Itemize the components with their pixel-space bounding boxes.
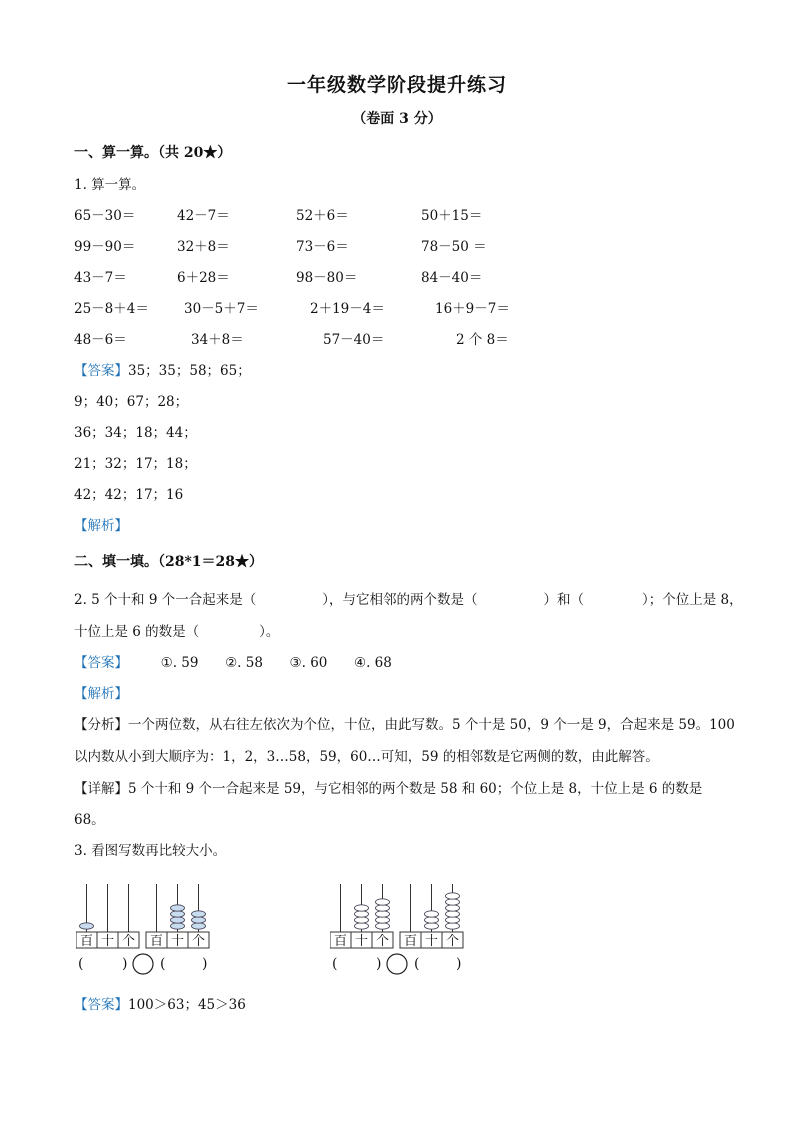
page-subtitle: （卷面 3 分）: [352, 111, 442, 127]
answer-blank-paren: ): [456, 956, 462, 972]
problem: 98－80＝: [296, 270, 358, 286]
abacus-bead: [446, 893, 460, 899]
problem: 25－8＋4＝: [74, 301, 149, 317]
q2-answer: [74, 651, 392, 671]
problem: 52＋6＝: [296, 208, 349, 224]
place-label: 个: [191, 934, 206, 949]
problem: 99－90＝: [74, 239, 136, 255]
answer-item: ①. 59: [160, 655, 199, 671]
section1-heading: 一、算一算。（共 20★）: [74, 145, 232, 161]
abacus-bead: [80, 923, 94, 929]
analysis-tag: 【解析】: [74, 686, 128, 702]
place-label: 十: [354, 934, 369, 949]
problem: 16＋9－7＝: [435, 301, 510, 317]
problem: 65－30＝: [74, 208, 136, 224]
abacus-bead: [355, 911, 369, 917]
problem: 43－7＝: [74, 270, 127, 286]
abacus-bead: [355, 923, 369, 929]
abacus-svg: [330, 880, 470, 975]
answer-blank-paren: (: [78, 956, 84, 972]
problem: 84－40＝: [421, 270, 483, 286]
place-label: 百: [333, 934, 348, 949]
q2-line1: [74, 588, 743, 608]
answer-line: 36；34；18；44；: [74, 425, 197, 441]
q2-text: ）；个位上是 8，: [641, 592, 743, 608]
q2-line2: [74, 620, 279, 640]
problem: 48－6＝: [74, 332, 127, 348]
abacus-bead: [192, 911, 206, 917]
answer-blank-paren: ): [376, 956, 382, 972]
answer-line: 9；40；67；28；: [74, 394, 189, 410]
xiangjie-tag: 【详解】: [74, 781, 128, 797]
q3-label: 3. 看图写数再比较大小。: [74, 843, 227, 859]
fenxi-text: 以内数从小到大顺序为：1，2，3…58，59，60…可知，59 的相邻数是它两侧的数，由此解答。: [74, 749, 659, 765]
abacus-bead: [425, 923, 439, 929]
answer-item: ④. 68: [354, 655, 392, 671]
abacus-bead: [171, 917, 185, 923]
answer-line: 35；35；58；65；: [128, 363, 251, 379]
abacus-bead: [355, 917, 369, 923]
q3-answer: [74, 993, 246, 1013]
answer-blank-paren: (: [414, 956, 420, 972]
abacus-bead: [376, 911, 390, 917]
problem: 30－5＋7＝: [184, 301, 259, 317]
problem: 42－7＝: [177, 208, 230, 224]
problem: 2 个 8＝: [456, 332, 509, 348]
abacus-bead: [171, 905, 185, 911]
fenxi-text: 一个两位数，从右往左依次为个位，十位，由此写数。5 个十是 50，9 个一是 9，合起来是 59。100: [128, 717, 735, 733]
abacus-bead: [376, 905, 390, 911]
place-label: 个: [121, 934, 136, 949]
q2-text: ）和（: [543, 592, 584, 608]
abacus-svg: [76, 880, 216, 975]
problem: 50＋15＝: [421, 208, 483, 224]
section2-heading: 二、填一填。（28*1＝28★）: [74, 554, 264, 570]
q1-label: 1. 算一算。: [74, 177, 146, 193]
abacus-bead: [376, 899, 390, 905]
place-label: 十: [424, 934, 439, 949]
answer-blank-paren: ): [122, 956, 128, 972]
abacus-bead: [425, 917, 439, 923]
place-label: 百: [403, 934, 418, 949]
problem: 6＋28＝: [177, 270, 230, 286]
place-label: 十: [100, 934, 115, 949]
abacus-bead: [446, 923, 460, 929]
answer-blank-paren: ): [202, 956, 208, 972]
problem: 78－50 ＝: [421, 239, 487, 255]
abacus-bead: [376, 923, 390, 929]
abacus-bead: [446, 905, 460, 911]
problem: 2＋19－4＝: [310, 301, 385, 317]
page-title: 一年级数学阶段提升练习: [286, 74, 507, 96]
answer-blank-paren: (: [160, 956, 166, 972]
place-label: 十: [170, 934, 185, 949]
fenxi-line: [74, 713, 735, 733]
answer-tag: 【答案】: [74, 997, 128, 1013]
abacus-bead: [171, 923, 185, 929]
abacus-bead: [171, 911, 185, 917]
q1-answer: [74, 359, 251, 379]
q2-text: 十位上是 6 的数是（: [74, 624, 200, 640]
problem: 73－6＝: [296, 239, 349, 255]
problem: 34＋8＝: [191, 332, 244, 348]
compare-circle: [133, 954, 153, 974]
problem: 32＋8＝: [177, 239, 230, 255]
q2-text: 2. 5 个十和 9 个一合起来是（: [74, 592, 257, 608]
answer-tag: 【答案】: [74, 363, 128, 379]
answer-item: ②. 58: [225, 655, 263, 671]
answer-line: 42；42；17；16: [74, 487, 184, 503]
abacus-bead: [355, 905, 369, 911]
compare-circle: [387, 954, 407, 974]
abacus-bead: [446, 917, 460, 923]
abacus-bead: [376, 917, 390, 923]
xiangjie-text: 68。: [74, 812, 105, 828]
abacus-bead: [446, 911, 460, 917]
xiangjie-line: [74, 777, 702, 797]
abacus-bead: [425, 911, 439, 917]
abacus-bead: [192, 923, 206, 929]
answer-item: ③. 60: [289, 655, 328, 671]
analysis-tag: 【解析】: [74, 518, 128, 534]
fenxi-tag: 【分析】: [74, 717, 128, 733]
place-label: 个: [445, 934, 460, 949]
answer-tag: 【答案】: [74, 655, 128, 671]
answer-blank-paren: (: [332, 956, 338, 972]
q2-text: ），与它相邻的两个数是（: [322, 592, 478, 608]
abacus-figure-left: [76, 880, 216, 975]
abacus-figure-right: [330, 880, 470, 975]
xiangjie-text: 5 个十和 9 个一合起来是 59，与它相邻的两个数是 58 和 60；个位上是 8，十位上是 6 的数是: [128, 781, 703, 797]
abacus-bead: [192, 917, 206, 923]
place-label: 百: [79, 934, 94, 949]
answer-text: 100＞63；45＞36: [128, 997, 246, 1013]
answer-line: 21；32；17；18；: [74, 456, 197, 472]
problem: 57－40＝: [323, 332, 385, 348]
abacus-bead: [446, 899, 460, 905]
place-label: 百: [149, 934, 164, 949]
place-label: 个: [375, 934, 390, 949]
q2-text: ）。: [259, 624, 280, 640]
